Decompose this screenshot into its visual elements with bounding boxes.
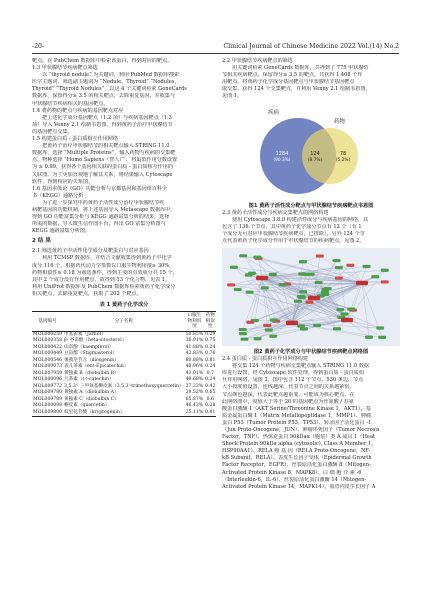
dl-cell: 0.6 bbox=[206, 396, 214, 402]
section-heading-2-4: 2.4 蛋白质 - 蛋白质相互作用网络构建 bbox=[222, 356, 308, 363]
dl-cell: 0.24 bbox=[205, 364, 216, 370]
dl-cell: 0.42 bbox=[205, 383, 216, 389]
molecule-name-cell: 豆甾醇（Stigmasterol） bbox=[64, 351, 117, 357]
dl-cell: 0.24 bbox=[205, 377, 216, 383]
gene-id-cell: MOL009780 bbox=[33, 390, 63, 396]
venn-drug-pct: (5.2%) bbox=[335, 157, 351, 163]
column-header: 分子名称 bbox=[63, 312, 185, 332]
paragraph-line: 用靶点，将黄药子化学成分基因靶点与甲状腺结节基因靶点 bbox=[222, 79, 355, 86]
column-header: 口服生物利用度 bbox=[185, 312, 205, 332]
network-node bbox=[254, 337, 262, 340]
venn-disease-pct: (90.3%) bbox=[273, 157, 291, 163]
table-row bbox=[32, 338, 216, 345]
paragraph-line: 药物相似性≥ 0.18 为筛选条件，得到主要的有效成分共 15 个， bbox=[32, 269, 178, 276]
network-node bbox=[269, 273, 277, 276]
paragraph-line: 为 ≥ 0.99，获得各个基因相关联的蛋白质 - 蛋白质相互作用的 bbox=[32, 164, 173, 171]
gene-id-cell: MOL009772 bbox=[33, 383, 63, 389]
network-node bbox=[371, 275, 379, 278]
network-node bbox=[313, 324, 321, 327]
ob-cell: 48.96% bbox=[185, 364, 204, 370]
network-node bbox=[265, 328, 273, 331]
network-node bbox=[239, 332, 247, 335]
network-node bbox=[347, 307, 355, 310]
network-edge bbox=[314, 298, 382, 337]
network-node bbox=[299, 260, 307, 263]
network-node bbox=[381, 280, 389, 283]
gene-id-cell: MOL000098 bbox=[33, 403, 63, 409]
ob-cell: 65.87% bbox=[185, 396, 204, 402]
network-edge bbox=[347, 267, 367, 320]
network-node bbox=[230, 266, 238, 269]
network-node bbox=[321, 293, 329, 296]
venn-disease-label: 疾病 bbox=[268, 109, 280, 116]
ob-cell: 35.11% bbox=[185, 409, 204, 415]
paragraph-line: HSP90AA1）、RELA 癌 基 因（RELA Proto-Oncogene，NF- bbox=[222, 448, 371, 455]
venn-diagram bbox=[222, 104, 400, 202]
figure-1-caption: 图1 黄药子活性成分靶点与甲状腺结节疾病靶点韦恩图 bbox=[248, 202, 374, 209]
paragraph-line: kB Subunit，RELA）、表皮生长因子受体（Epidermal Growth bbox=[222, 455, 372, 462]
network-node bbox=[305, 301, 313, 304]
paragraph-line: 数据库，选择 “Multiple Proteins”，输入药物与疾病的交集靶 bbox=[32, 150, 176, 157]
paragraph-line: 得到 GO 功能富集分析与 KEGG 通路富集分析的结果，选择 bbox=[32, 214, 170, 221]
venn-drug-count: 78 bbox=[339, 150, 347, 157]
network-node bbox=[335, 277, 343, 280]
ob-cell: 46.43% bbox=[185, 403, 204, 409]
network-node bbox=[299, 290, 307, 293]
paragraph-line: 见图 1。 bbox=[222, 93, 243, 100]
paragraph-line: Thyroid” “Thyroid Nodules”，以这 4 个关键词检索 GeneCards bbox=[32, 86, 187, 93]
gene-id-cell: MOL000073 bbox=[33, 364, 63, 370]
paragraph-line: 点，物种选择 “Homo Sapiens（智人）” ，将最低作用分数设置 bbox=[32, 157, 178, 164]
paragraph-line: 包含了 136 个节点，其中黄药子化学成分节点有 12 个（有 1 bbox=[222, 223, 362, 230]
dl-cell: 0.65 bbox=[205, 390, 216, 396]
network-node bbox=[239, 328, 247, 331]
paragraph-line: 点代表黄药子化学成分作用于甲状腺结节的疾病靶点，见图 2。 bbox=[222, 237, 365, 244]
molecule-name-cell: 甲基雀素（Jarnol） bbox=[64, 331, 106, 337]
network-node bbox=[316, 255, 324, 258]
ob-cell: 37.33% bbox=[185, 383, 204, 389]
paragraph-line: 相关靶点，去除重复靶点，获取了 202 个靶点。 bbox=[32, 290, 142, 297]
section-heading-2-1: 2.1 筛选黄药子中活性化学成分及靶蛋白与对应基因 bbox=[32, 248, 149, 255]
ob-cell: 39.52% bbox=[185, 390, 204, 396]
right-column bbox=[222, 58, 400, 491]
column-header: 基因编号 bbox=[32, 312, 63, 332]
network-node bbox=[333, 259, 341, 262]
network-node bbox=[378, 336, 386, 339]
paragraph-line: 项）导入 Venny 2.1 绘制韦恩图，得到黄药子治疗甲状腺结节 bbox=[32, 121, 173, 128]
paragraph-line: 其中 2 个成分没有作用靶点，故得到 13 个化合物，见表 1。 bbox=[32, 276, 171, 283]
molecule-name-cell: 黄独素 C（diobulbin C） bbox=[64, 396, 119, 402]
column-header: 药物相似性 bbox=[204, 312, 216, 332]
paragraph-line: 酸蛋白激酶 1（AKT Serine/Threonine Kinase 1，AKT1）、基 bbox=[222, 405, 371, 412]
paragraph-line: KEGG 通路富集分析图。 bbox=[32, 228, 91, 235]
dl-cell: 0.24 bbox=[205, 344, 216, 350]
section-heading-1-4: 1.4 将药物的靶点与疾病的基因靶点对应 bbox=[32, 107, 124, 114]
ob-cell: 43.01% bbox=[185, 370, 204, 376]
network-node bbox=[270, 318, 278, 321]
network-node bbox=[246, 291, 254, 294]
page-number: -20- bbox=[32, 43, 45, 50]
ob-cell: 43.83% bbox=[185, 351, 204, 357]
network-node bbox=[297, 295, 305, 298]
paragraph-line: 医学主题词，筛选副主题词为 “Nodule、Thyroid” “Nodules， bbox=[32, 79, 180, 86]
dl-cell: 0.76 bbox=[205, 351, 216, 357]
network-node bbox=[363, 265, 371, 268]
gene-id-cell: MOL009800 bbox=[33, 409, 63, 415]
paragraph-line: （Jun Proto-Oncogene，JUN）、肿瘤坏死因子（Tumor Necrosis bbox=[222, 426, 380, 433]
ob-cell: 49.68% bbox=[185, 377, 204, 383]
venn-disease-count: 1284 bbox=[275, 150, 289, 157]
paragraph-line: 节点颜色越深，代表此靶点越重要，可能成为核心靶点。在 bbox=[222, 391, 355, 398]
table-caption: 表 1 黄药子化学成分 bbox=[99, 302, 149, 308]
paragraph-line: 所需的数据，导入微生信作图平台，得出 GO 富集分析图与 bbox=[32, 221, 166, 228]
network-compound-node bbox=[356, 281, 368, 285]
section-heading-1-6: 1.6 基因本体论（GO）功能分析与京都基因和基因组百科全 bbox=[32, 185, 168, 192]
network-edge bbox=[259, 258, 262, 278]
network-compound-node bbox=[341, 318, 353, 322]
molecule-name-cell: 纹里托苷酸（kryptogenin） bbox=[63, 410, 185, 417]
network-node bbox=[246, 321, 254, 324]
header-rule bbox=[32, 53, 399, 54]
network-node bbox=[333, 327, 341, 330]
dl-cell: 0.81 bbox=[205, 409, 216, 415]
venn-overlap-count: 124 bbox=[310, 150, 320, 157]
network-node bbox=[261, 286, 269, 289]
paragraph-line: 质金属蛋白酶 1（Matrix Metallopeptidase 1，MMP1）、肿瘤 bbox=[222, 412, 372, 419]
gene-id-cell: MOL000422 bbox=[33, 344, 63, 350]
paragraph-line: 库进行设置，经 Cytoscape 软件处理，得到蛋白质 - 蛋白质相 bbox=[222, 370, 364, 377]
paragraph-line: 靶点。在 PubChem 数据库中检索该蛋白，得到对应的靶点。 bbox=[32, 58, 173, 64]
dl-cell: 0.29 bbox=[205, 331, 216, 337]
paragraph-line: Shock Protein 90kDa alpha (cytosolic), Class A Member 1， bbox=[222, 441, 377, 448]
section-heading-1-5: 1.5 构建蛋白质 - 蛋白质相互作用网络 bbox=[32, 136, 118, 143]
network-node bbox=[381, 269, 389, 272]
section-heading-2-3: 2.3 黄药子活性成分与疾病交集靶点的网络构建 bbox=[222, 209, 329, 216]
journal-title: Clinical Journal of Chinese Medicine 2022 Vol.(14) No.2 bbox=[223, 43, 399, 50]
gene-id-cell: MOL000259 bbox=[33, 331, 63, 337]
paragraph-line: Factor Receptor，EGFR）、丝裂原活化蛋白激酶 8（Mitogen- bbox=[222, 462, 371, 469]
section-heading-2-2: 2.2 甲状腺结节疾病靶点的筛选 bbox=[222, 58, 293, 64]
paragraph-line: 甲状腺结节疾病相关的基因靶点。 bbox=[32, 100, 109, 107]
venn-drug-label: 药物 bbox=[334, 118, 346, 125]
dl-cell: 0.28 bbox=[205, 403, 216, 409]
paragraph-line: 为了进一步探究中药黄药子活性成分治疗甲状腺结节疾 bbox=[42, 199, 165, 206]
venn-overlap-pct: (8.7%) bbox=[307, 157, 323, 163]
paragraph-line: 数据库，保留得分≥ 3.5 的相关靶点，去除重复基因，并收集与 bbox=[32, 93, 175, 100]
paragraph-line: 互作用网络，见图 3。图中包含 112 个节点，530 条边，节点 bbox=[222, 377, 364, 384]
molecule-name-cell: 黄独素 B（diobulbin B） bbox=[64, 370, 119, 376]
table-header-row bbox=[32, 312, 216, 332]
paragraph-line: 用关键词检索 GeneCards 数据库，共得到了 775 甲状腺结 bbox=[232, 65, 369, 72]
components-table bbox=[32, 311, 216, 417]
paragraph-line: Factor，TNF）、热休克蛋白 90kDaα（胞浆）类 A 成员 1（Heat bbox=[222, 434, 376, 441]
figure-2-caption: 图2 黄药子化学成分与甲状腺结节疾病靶点网络图 bbox=[253, 349, 369, 356]
gene-id-cell: MOL000096 bbox=[33, 377, 63, 383]
left-column bbox=[32, 58, 216, 417]
paragraph-line: 个成分无可对应甲状腺结节疾病靶点，已排除），另外 124 个节 bbox=[222, 230, 365, 237]
network-edge bbox=[262, 267, 367, 278]
network-figure bbox=[222, 248, 400, 346]
network-node bbox=[294, 300, 302, 303]
paragraph-line: 节相关疾病靶点，保留得分≥ 3.5 的靶点，共获得 1 408 个作 bbox=[222, 72, 363, 79]
network-node bbox=[336, 308, 344, 311]
paragraph-line: 取交集，获得 124 个交集靶点，并利用 Venny 2.1 绘制韦恩图， bbox=[222, 86, 371, 93]
network-node bbox=[263, 324, 271, 327]
network-node bbox=[376, 326, 384, 329]
network-node bbox=[248, 272, 256, 275]
paragraph-line: 成分 116 个，根据药代动力学参数以口服生物利用度≥ 30%， bbox=[32, 262, 175, 269]
network-node bbox=[297, 325, 305, 328]
network-node bbox=[302, 273, 310, 276]
molecule-name-cell: 槲皮素（quercetin） bbox=[64, 403, 110, 409]
network-node bbox=[240, 338, 248, 341]
molecule-name-cell: 表儿茶素（ent-Epicatechin） bbox=[64, 364, 129, 370]
ob-cell: 36.91% bbox=[185, 338, 204, 344]
network-node bbox=[300, 327, 308, 330]
molecule-name-cell: β- 谷甾醇（beta-sitosterol） bbox=[64, 338, 127, 344]
network-graph bbox=[222, 248, 400, 346]
running-header bbox=[32, 43, 399, 53]
ob-cell: 50.85% bbox=[185, 331, 204, 337]
paragraph-line: （Interleukin-6，IL-6）、丝裂原活化蛋白激酶 14（Mitogen- bbox=[222, 476, 367, 483]
network-compound-node bbox=[256, 276, 268, 280]
network-node bbox=[239, 254, 247, 257]
paragraph-line: 把黄药子治疗甲状腺结节的相关靶点输入 STRING 11.0 bbox=[42, 143, 170, 150]
network-compound-node bbox=[286, 321, 298, 325]
network-compound-node bbox=[308, 296, 320, 300]
paragraph-line: 以 “thyroid nodule” 为关键词，利用 PubMed 数据库搜索 bbox=[42, 72, 180, 79]
molecule-name-cell: 薯蓣皂苷元（diosgenin） bbox=[64, 357, 119, 363]
network-node bbox=[324, 287, 332, 290]
ob-cell: 41.88% bbox=[185, 344, 204, 350]
paragraph-line: 使用 Cytoscape 3.8.0 构建活性成分与疾病基因的网络，其 bbox=[232, 216, 369, 223]
network-edge bbox=[258, 283, 362, 339]
paragraph-line: 软件，得到相应的关系图。 bbox=[32, 178, 94, 185]
section-heading-1-3: 1.3 甲状腺结节疾病靶点筛选 bbox=[32, 65, 98, 72]
gene-id-cell: MOL000546 bbox=[33, 357, 63, 363]
network-node bbox=[234, 288, 242, 291]
network-node bbox=[269, 335, 277, 338]
table-row bbox=[32, 410, 216, 417]
dl-cell: 0.75 bbox=[205, 338, 216, 344]
network-edge bbox=[257, 257, 292, 323]
gene-id-cell: MOL000449 bbox=[33, 351, 63, 357]
paragraph-line: 把上述化学成分基因靶点（1.2 项）与疾病基因靶点（1.3 bbox=[42, 114, 172, 121]
network-node bbox=[365, 336, 373, 339]
gene-id-cell: MOL000358 bbox=[33, 338, 63, 344]
network-node bbox=[346, 264, 354, 267]
molecule-name-cell: 黄独素 A（diobulbin A） bbox=[64, 390, 119, 396]
paragraph-line: 此网络图中，度值大于等于 20 的基因靶点为丝氨酸 / 苏氨 bbox=[222, 398, 354, 405]
network-node bbox=[341, 312, 349, 315]
section-heading-1-6-cont: 书（KEGG）通路分析 bbox=[32, 192, 84, 199]
network-edge bbox=[301, 320, 347, 326]
dl-cell: 0.7 bbox=[206, 370, 214, 376]
section-heading-2: 2 结 果 bbox=[32, 238, 51, 245]
gene-id-cell: MOL009789 bbox=[33, 396, 63, 402]
paragraph-line: Activated Protein Kinase 14，MAPK14）、血管内皮生长因子 A bbox=[222, 483, 376, 490]
network-node bbox=[278, 283, 286, 286]
table-row bbox=[32, 364, 216, 371]
molecule-name-cell: 儿茶素（(-)-catechin） bbox=[64, 377, 114, 383]
network-node bbox=[315, 281, 323, 284]
ob-cell: 80.88% bbox=[185, 357, 204, 363]
network-edge bbox=[257, 257, 362, 283]
network-edge bbox=[362, 283, 369, 337]
paragraph-line: 蛋白 P53（Tumor Protein P53，TP53）、转录因子活化蛋白 -1 bbox=[222, 419, 372, 426]
molecule-name-cell: 3,5,3'- 三甲氧基槲皮素（3,5,3'-trimethoxyquercetin） bbox=[64, 383, 184, 389]
network-node bbox=[253, 256, 261, 259]
paragraph-line: 病靶基因的功能机制，将上述基因导入 Metascape 数据库中， bbox=[32, 206, 176, 213]
paragraph-line: 关联图。为了更加直观地了解其关系，将结果输入 Cytoscape bbox=[32, 171, 173, 178]
paragraph-line: 大小按度值设置，连线越深，代表节点之间的关系越紧密， bbox=[222, 384, 355, 391]
venn-svg bbox=[222, 104, 400, 202]
paragraph-line: 利用 UniProt 数据库及 PubChem 数据库检索黄药子化学成分 bbox=[32, 283, 176, 290]
dl-cell: 0.81 bbox=[205, 357, 216, 363]
paragraph-line: Activated Protein Kinase 8，MAPK8）、白 细 胞 介 素 -6 bbox=[222, 469, 362, 476]
paragraph-line: 将交集 124 个药物与疾病交集靶点输入 STRING 11.0 数据 bbox=[232, 363, 370, 370]
paragraph-line: 利用 TCMSP 数据库，并结合文献收集得到黄药子中化学 bbox=[42, 255, 172, 262]
molecule-name-cell: 山奈酚（kaempferol） bbox=[64, 344, 114, 350]
network-node bbox=[227, 283, 235, 286]
network-node bbox=[335, 266, 343, 269]
gene-id-cell: MOL007959 bbox=[33, 370, 63, 376]
paragraph-line: 的基因靶点交集。 bbox=[32, 128, 73, 135]
